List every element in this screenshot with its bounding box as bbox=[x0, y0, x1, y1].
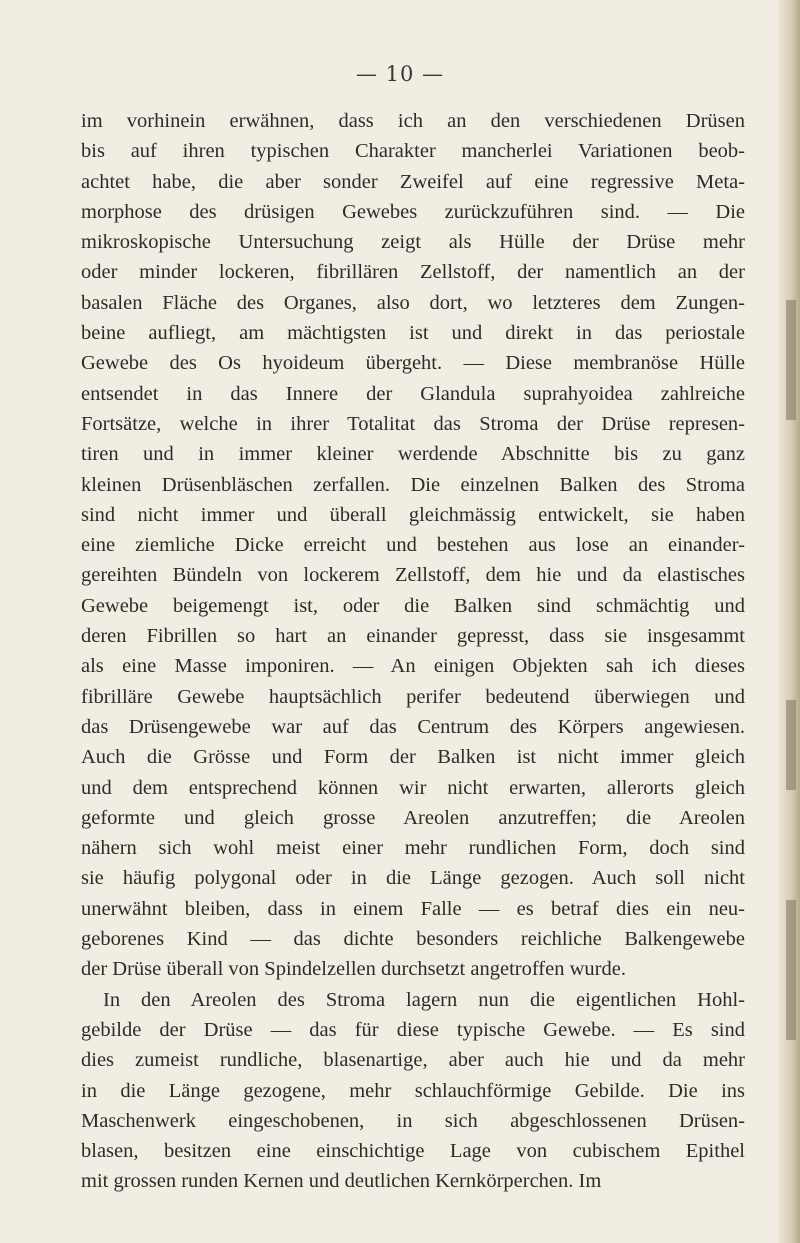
text-line: tiren und in immer kleiner werdende Abschnitte bis zu ganz bbox=[81, 443, 745, 466]
text-line: Gewebe beigemengt ist, oder die Balken sind schmächtig und bbox=[81, 594, 745, 617]
text-line: mit grossen runden Kernen und deutlichen Kernkörperchen. Im bbox=[81, 1170, 602, 1193]
edge-shadow bbox=[786, 300, 796, 420]
text-line: basalen Fläche des Organes, also dort, wo letzteres dem Zungen- bbox=[81, 291, 745, 314]
edge-shadow bbox=[786, 700, 796, 790]
text-line: gebilde der Drüse — das für diese typische Gewebe. — Es sind bbox=[81, 1018, 745, 1041]
text-line: oder minder lockeren, fibrillären Zellstoff, der namentlich an der bbox=[81, 261, 745, 284]
text-line: entsendet in das Innere der Glandula suprahyoidea zahlreiche bbox=[81, 382, 745, 405]
body-text bbox=[81, 106, 745, 1197]
edge-shadow bbox=[786, 900, 796, 1040]
text-line: Maschenwerk eingeschobenen, in sich abgeschlossenen Drüsen- bbox=[81, 1109, 745, 1132]
text-line: dies zumeist rundliche, blasenartige, aber auch hie und da mehr bbox=[81, 1049, 745, 1072]
text-line: unerwähnt bleiben, dass in einem Falle — es betraf dies ein neu- bbox=[81, 897, 745, 920]
text-line: als eine Masse imponiren. — An einigen Objekten sah ich dieses bbox=[81, 655, 745, 678]
text-line: Gewebe des Os hyoideum übergeht. — Diese membranöse Hülle bbox=[81, 352, 745, 375]
page-number-header: — 10 — bbox=[355, 62, 445, 86]
text-line: eine ziemliche Dicke erreicht und bestehen aus lose an einander- bbox=[81, 534, 745, 557]
text-line: im vorhinein erwähnen, dass ich an den verschiedenen Drüsen bbox=[81, 110, 745, 132]
text-line: der Drüse überall von Spindelzellen durchsetzt angetroffen wurde. bbox=[81, 958, 626, 981]
text-line: In den Areolen des Stroma lagern nun die eigentlichen Hohl- bbox=[103, 988, 745, 1011]
text-line: morphose des drüsigen Gewebes zurückzuführen sind. — Die bbox=[81, 200, 745, 223]
page-edge bbox=[778, 0, 800, 1243]
text-line: mikroskopische Untersuchung zeigt als Hülle der Drüse mehr bbox=[81, 231, 745, 254]
text-line: nähern sich wohl meist einer mehr rundlichen Form, doch sind bbox=[81, 837, 745, 860]
text-line: Auch die Grösse und Form der Balken ist nicht immer gleich bbox=[81, 746, 745, 769]
text-line: blasen, besitzen eine einschichtige Lage von cubischem Epithel bbox=[81, 1140, 745, 1163]
text-line: Fortsätze, welche in ihrer Totalitat das Stroma der Drüse represen- bbox=[81, 412, 745, 435]
text-line: fibrilläre Gewebe hauptsächlich perifer bedeutend überwiegen und bbox=[81, 685, 745, 708]
text-line: geborenes Kind — das dichte besonders reichliche Balkengewebe bbox=[81, 928, 745, 951]
text-line: kleinen Drüsenbläschen zerfallen. Die einzelnen Balken des Stroma bbox=[81, 473, 745, 496]
text-line: gereihten Bündeln von lockerem Zellstoff, dem hie und da elastisches bbox=[81, 564, 745, 587]
text-line: deren Fibrillen so hart an einander gepresst, dass sie insgesammt bbox=[81, 625, 745, 648]
text-line: in die Länge gezogene, mehr schlauchförmige Gebilde. Die ins bbox=[81, 1079, 745, 1102]
text-line: sind nicht immer und überall gleichmässig entwickelt, sie haben bbox=[81, 503, 745, 526]
text-line: bis auf ihren typischen Charakter mancherlei Variationen beob- bbox=[81, 140, 745, 163]
text-line: beine aufliegt, am mächtigsten ist und direkt in das periostale bbox=[81, 322, 745, 345]
text-line: achtet habe, die aber sonder Zweifel auf eine regressive Meta- bbox=[81, 170, 745, 193]
text-line: das Drüsengewebe war auf das Centrum des Körpers angewiesen. bbox=[81, 715, 745, 738]
text-line: sie häufig polygonal oder in die Länge gezogen. Auch soll nicht bbox=[81, 867, 745, 890]
text-line: und dem entsprechend können wir nicht erwarten, allerorts gleich bbox=[81, 776, 745, 799]
text-line: geformte und gleich grosse Areolen anzutreffen; die Areolen bbox=[81, 806, 745, 829]
